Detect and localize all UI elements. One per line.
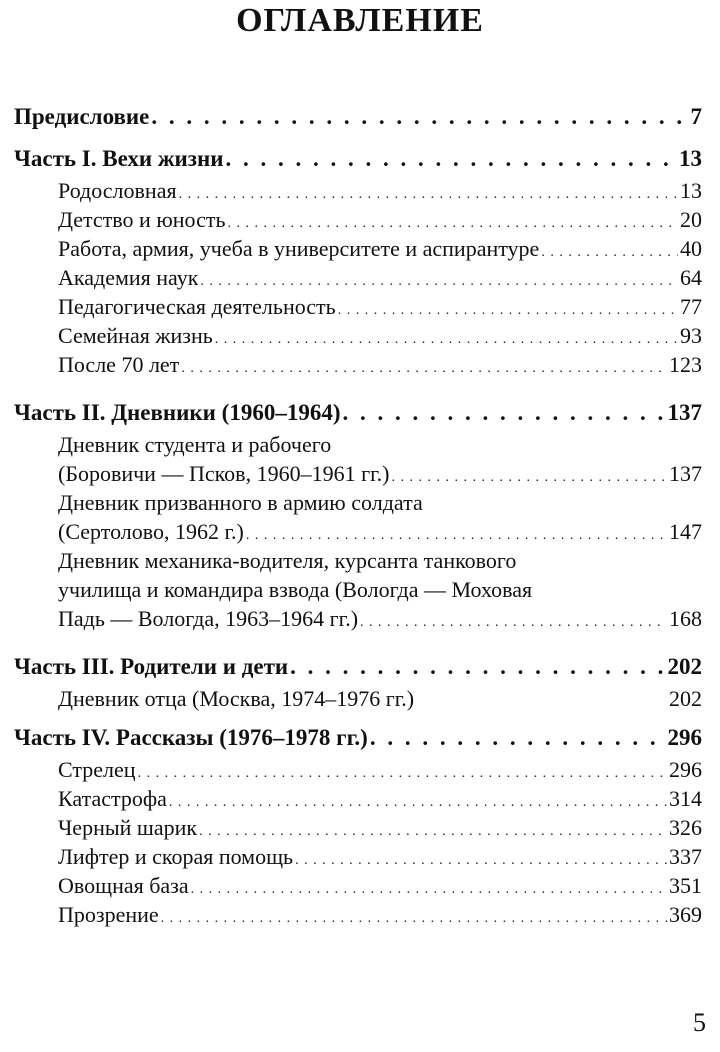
- entry-title: После 70 лет: [58, 352, 180, 377]
- toc-entry[interactable]: [14, 263, 702, 292]
- dot-leader: [138, 759, 667, 788]
- table-of-contents: [14, 100, 702, 929]
- entry-page: 64: [680, 265, 702, 290]
- toc-entry[interactable]: [14, 205, 702, 234]
- dot-leader: [370, 721, 666, 755]
- entry-line: Дневник студента и рабочего: [58, 432, 332, 457]
- part-title: Часть I. Вехи жизни: [14, 146, 224, 171]
- part-page: 137: [667, 400, 702, 425]
- entry-page: 351: [669, 873, 702, 898]
- part-page: 202: [667, 654, 702, 679]
- dot-leader: [541, 238, 678, 267]
- dot-leader: [179, 180, 678, 209]
- page-number: 5: [693, 1008, 706, 1037]
- toc-entry[interactable]: [14, 234, 702, 263]
- entry-title: Падь — Вологда, 1963–1964 гг.): [58, 606, 359, 631]
- toc-part-2[interactable]: [14, 396, 702, 430]
- entry-page: 13: [680, 178, 702, 203]
- part-title: Часть III. Родители и дети: [14, 654, 289, 679]
- entry-page: 369: [669, 902, 702, 927]
- entry-page: 147: [669, 519, 702, 544]
- dot-leader: [181, 354, 667, 383]
- entry-title: Катастрофа: [58, 786, 167, 811]
- toc-part-3[interactable]: [14, 650, 702, 684]
- page-title: ОГЛАВЛЕНИЕ: [236, 2, 484, 39]
- dot-leader: [161, 904, 667, 933]
- entry-page: 202: [669, 686, 702, 711]
- toc-entry-preface[interactable]: [14, 100, 702, 134]
- dot-leader: [295, 846, 667, 875]
- entry-line: Дневник призванного в армию солдата: [58, 490, 423, 515]
- entry-title: Прозрение: [58, 902, 159, 927]
- entry-title: Детство и юность: [58, 207, 226, 232]
- entry-title: Стрелец: [58, 757, 136, 782]
- dot-leader: [338, 296, 678, 325]
- toc-entry[interactable]: [14, 684, 702, 713]
- toc-entry[interactable]: [14, 604, 702, 633]
- dot-leader: [169, 788, 667, 817]
- entry-title: Лифтер и скорая помощь: [58, 844, 294, 869]
- toc-entry[interactable]: [14, 900, 702, 929]
- toc-part-1[interactable]: [14, 142, 702, 176]
- toc-entry[interactable]: [14, 350, 702, 379]
- toc-entry[interactable]: [14, 784, 702, 813]
- entry-page: 168: [669, 606, 702, 631]
- toc-entry[interactable]: [14, 321, 702, 350]
- entry-title: Родословная: [58, 178, 177, 203]
- entry-title: (Сертолово, 1962 г.): [58, 519, 244, 544]
- part-title: Часть II. Дневники (1960–1964): [14, 400, 341, 425]
- toc-entry[interactable]: [14, 842, 702, 871]
- entry-title: Педагогическая деятельность: [58, 294, 336, 319]
- entry-title: Овощная база: [58, 873, 189, 898]
- entry-title: (Боровичи — Псков, 1960–1961 гг.): [58, 461, 390, 486]
- entry-title: Дневник отца (Москва, 1974–1976 гг.): [58, 686, 415, 711]
- entry-title: Работа, армия, учеба в университете и аспирантуре: [58, 236, 540, 261]
- entry-page: 296: [669, 757, 702, 782]
- entry-page: 20: [680, 207, 702, 232]
- entry-page: 314: [669, 786, 702, 811]
- toc-entry[interactable]: [14, 517, 702, 546]
- dot-leader: [226, 142, 677, 176]
- toc-entry[interactable]: [14, 459, 702, 488]
- entry-title: Академия наук: [58, 265, 199, 290]
- dot-leader: [151, 100, 688, 134]
- dot-leader: [215, 325, 678, 354]
- entry-page: 137: [669, 461, 702, 486]
- part-page: 296: [667, 725, 702, 750]
- toc-entry[interactable]: [14, 755, 702, 784]
- entry-title: Предисловие: [14, 104, 150, 129]
- entry-page: 123: [669, 352, 702, 377]
- dot-leader: [191, 875, 667, 904]
- toc-entry[interactable]: [14, 813, 702, 842]
- entry-page: 77: [680, 294, 702, 319]
- part-page: 13: [679, 146, 702, 171]
- toc-part-4[interactable]: [14, 721, 702, 755]
- entry-title: Семейная жизнь: [58, 323, 213, 348]
- entry-page: 93: [680, 323, 702, 348]
- toc-entry[interactable]: [14, 292, 702, 321]
- entry-page: 40: [680, 236, 702, 261]
- toc-entry[interactable]: [14, 871, 702, 900]
- dot-leader: [391, 463, 667, 492]
- part-title: Часть IV. Рассказы (1976–1978 гг.): [14, 725, 368, 750]
- dot-leader: [360, 608, 667, 637]
- toc-entry[interactable]: [14, 176, 702, 205]
- entry-page: 326: [669, 815, 702, 840]
- dot-leader: [342, 396, 665, 430]
- entry-line: училища и командира взвода (Вологда — Моховая: [58, 577, 533, 602]
- entry-page: 337: [669, 844, 702, 869]
- entry-title: Черный шарик: [58, 815, 198, 840]
- dot-leader: [290, 650, 665, 684]
- entry-page: 7: [690, 104, 702, 129]
- entry-line: Дневник механика-водителя, курсанта танкового: [58, 548, 517, 573]
